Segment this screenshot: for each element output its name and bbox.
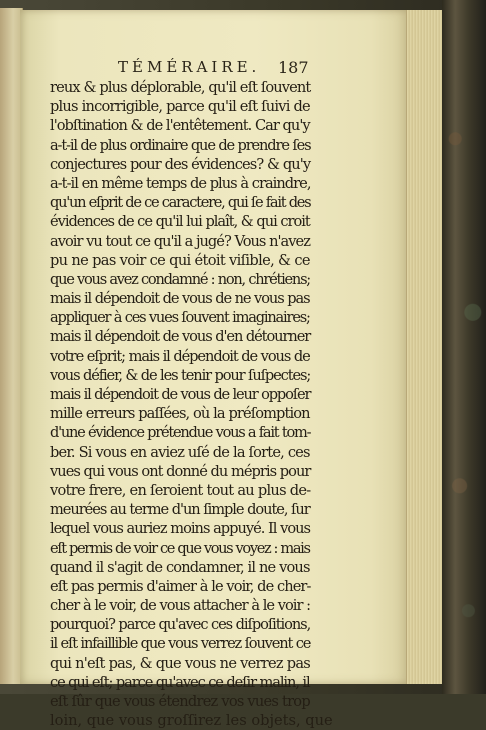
text-line: vous défier, & de les tenir pour ſuſpectes; (50, 366, 311, 384)
text-line: pu ne pas voir ce qui étoit viſible, & ce (50, 251, 310, 269)
text-line: cher à le voir, de vous attacher à le voir : (50, 597, 311, 615)
text-line: a-t-il en même temps de plus à craindre, (50, 174, 311, 192)
text-line: qu'un eſprit de ce caractere, qui ſe fait des (50, 194, 311, 212)
text-line: l'obſtination & de l'entêtement. Car qu'y (50, 117, 310, 135)
marbled-cover (442, 0, 486, 694)
text-line: d'une évidence prétendue vous a fait tom- (50, 424, 311, 442)
text-line: lequel vous auriez moins appuyé. Il vous (50, 520, 311, 538)
text-line: eſt permis de voir ce que vous voyez : mais (50, 539, 310, 557)
text-line: meurées au terme d'un ſimple doute, ſur (50, 501, 310, 519)
text-line: qui n'eſt pas, & que vous ne verrez pas (50, 654, 311, 672)
text-line: ce qui eſt; parce qu'avec ce deſir malin, il (50, 673, 310, 691)
text-line: quand il s'agit de condamner, il ne vous (50, 558, 310, 576)
text-line: ber. Si vous en aviez uſé de la ſorte, ces (50, 443, 310, 461)
text-line: a-t-il de plus ordinaire que de prendre ſes (50, 136, 311, 154)
running-head: TÉMÉRAIRE. (118, 58, 261, 76)
text-line: avoir vu tout ce qu'il a jugé? Vous n'avez (50, 232, 310, 250)
text-line: mais il dépendoit de vous de ne vous pas (50, 290, 310, 308)
body-text (50, 78, 333, 730)
text-line: eſt ſûr que vous étendrez vos vues trop (50, 693, 310, 710)
book-binding (442, 0, 486, 694)
text-line: mais il dépendoit de vous d'en détourner (50, 328, 311, 346)
page-header (118, 58, 309, 80)
text-line: loin, que vous groſſirez les objets, que (50, 712, 333, 730)
page-number: 187 (278, 58, 309, 77)
text-line: évidences de ce qu'il lui plaît, & qui croit (50, 213, 310, 231)
text-line: reux & plus déplorable, qu'il eſt ſouvent (50, 79, 311, 96)
page-fore-edge (406, 10, 443, 684)
text-line: votre eſprit; mais il dépendoit de vous de (50, 347, 310, 365)
text-line: il eſt infaillible que vous verrez ſouvent ce (50, 635, 311, 653)
text-line: vues qui vous ont donné du mépris pour (50, 462, 311, 480)
text-line: appliquer à ces vues ſouvent imaginaires; (50, 309, 310, 327)
text-line: plus incorrigible, parce qu'il eſt ſuivi de (50, 98, 310, 116)
text-line: mille erreurs paſſées, où la préſomption (50, 405, 310, 423)
text-line: mais il dépendoit de vous de leur oppoſer (50, 386, 311, 403)
text-line: conjectures pour des évidences? & qu'y (50, 155, 311, 173)
text-line: pourquoi? parce qu'avec ces diſpoſitions, (50, 616, 311, 634)
text-line: votre frere, en ſeroient tout au plus de- (50, 481, 311, 499)
text-line: que vous avez condamné : non, chrétiens; (50, 270, 310, 288)
text-line: eſt pas permis d'aimer à le voir, de cher- (50, 577, 311, 595)
